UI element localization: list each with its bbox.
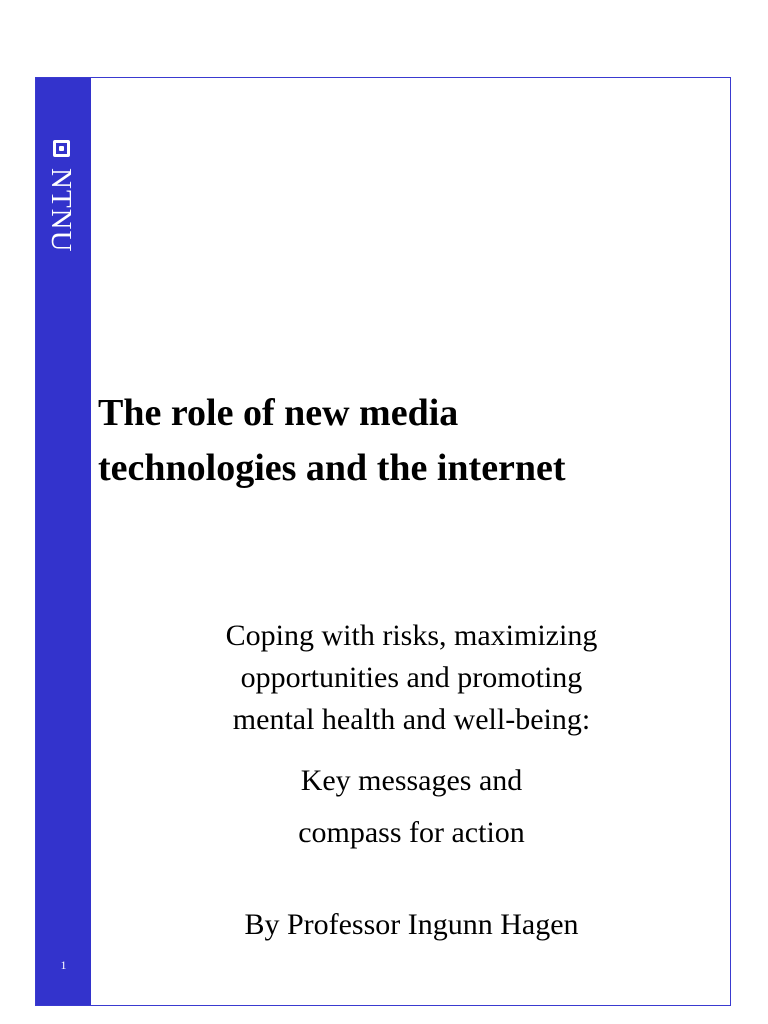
- subtitle-line-3: mental health and well-being:: [232, 703, 591, 736]
- subtitle-line-1: Coping with risks, maximizing: [225, 619, 598, 652]
- document-title: [98, 386, 718, 496]
- title-line-1: The role of new media: [98, 392, 459, 434]
- title-line-2: technologies and the internet: [98, 447, 566, 489]
- author-line: By Professor Ingunn Hagen: [244, 908, 579, 941]
- document-subtitle: [91, 615, 732, 859]
- logo-text: NTNU: [45, 168, 77, 253]
- slide-frame: [35, 77, 731, 1006]
- page-number: 1: [60, 958, 67, 972]
- subtitle-line-5: compass for action: [298, 816, 525, 849]
- subtitle-line-2: opportunities and promoting: [240, 661, 583, 694]
- ntnu-sidebar: [36, 78, 91, 1005]
- subtitle-line-4: Key messages and: [300, 764, 523, 797]
- ntnu-logo-icon: [53, 140, 70, 157]
- ntnu-logo: [45, 138, 79, 278]
